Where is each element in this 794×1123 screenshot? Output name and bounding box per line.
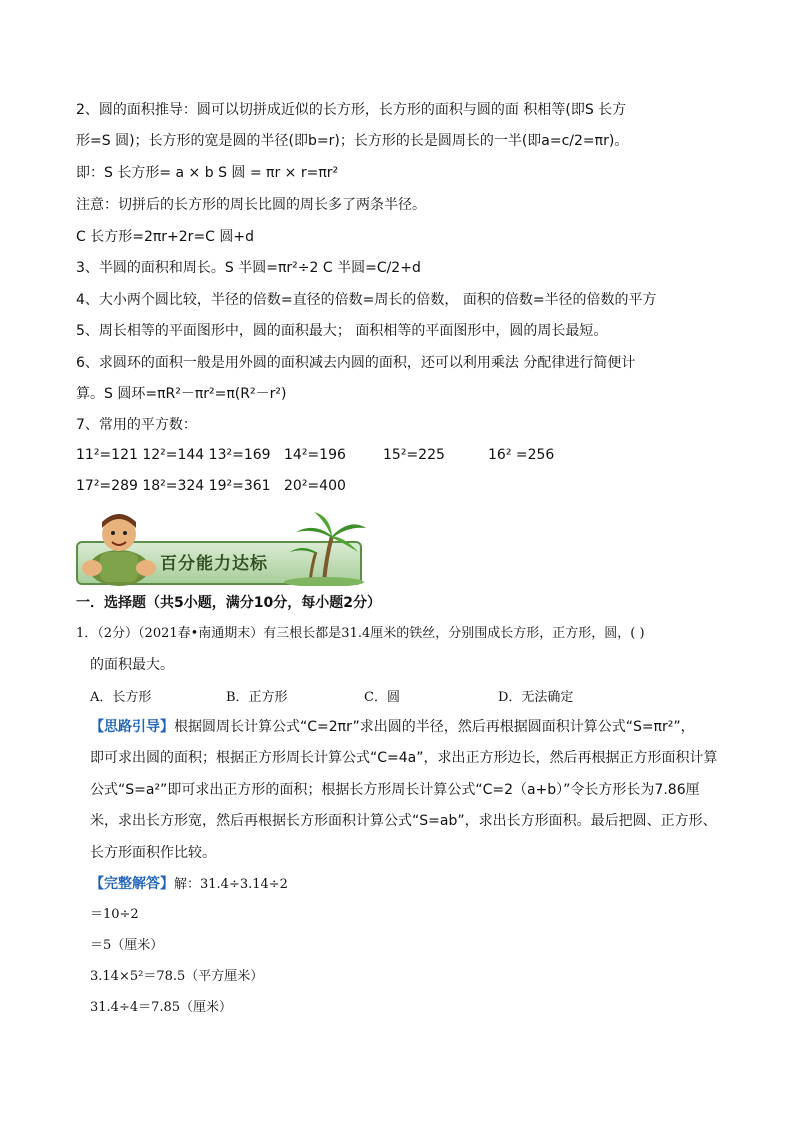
text-line: 7、常用的平方数： — [76, 417, 197, 433]
banner-title: 百分能力达标 — [160, 554, 268, 574]
option-d: D．无法确定 — [498, 690, 574, 705]
section-title: 一．选择题（共5小题，满分10分，每小题2分） — [76, 595, 381, 611]
question-stem: 1．（2分）（2021春•南通期末）有三根长都是31.4厘米的铁丝，分别围成长方形，正方形，圆，( ) — [76, 626, 645, 641]
text-line: 4、大小两个圆比较，半径的倍数=直径的倍数=周长的倍数， 面积的倍数=半径的倍数的平方 — [76, 292, 657, 308]
option-c: C．圆 — [364, 690, 400, 705]
option-a: A．长方形 — [90, 690, 152, 705]
answer-step: 3.14×5²＝78.5（平方厘米） — [90, 969, 264, 984]
text-line: 5、周长相等的平面图形中，圆的面积最大； 面积相等的平面图形中，圆的周长最短。 — [76, 323, 608, 339]
option-b: B．正方形 — [226, 690, 288, 705]
hint-line — [90, 717, 695, 737]
square-value: 14²=196 — [284, 447, 346, 463]
answer-line — [90, 874, 288, 895]
answer-step: ＝10÷2 — [90, 907, 139, 922]
square-value: 11²=121 12²=144 13²=169 — [76, 447, 271, 463]
square-value: 16² =256 — [488, 447, 555, 463]
answer-tag: 【完整解答】 — [90, 876, 174, 892]
text-line: 算。S 圆环=πR²－πr²=π(R²－r²) — [76, 386, 287, 402]
hint-line: 米，求出长方形宽，然后再根据长方形面积计算公式“S=ab”，求出长方形面积。最后把圆、正方形、 — [90, 813, 717, 829]
text-line: C 长方形=2πr+2r=C 圆+d — [76, 229, 255, 245]
text-line: 即：S 长方形= a × b S 圆 = πr × r=πr² — [76, 165, 339, 181]
answer-step: 31.4÷4＝7.85（厘米） — [90, 1000, 233, 1015]
hint-text: 根据圆周长计算公式“C=2πr”求出圆的半径，然后再根据圆面积计算公式“S=πr²”， — [174, 719, 695, 735]
square-value: 15²=225 — [383, 447, 445, 463]
hint-line: 即可求出圆的面积；根据正方形周长计算公式“C=4a”，求出正方形边长，然后再根据正方形面积计算 — [90, 750, 718, 766]
answer-text: 解：31.4÷3.14÷2 — [174, 877, 288, 892]
palm-tree-icon — [74, 508, 366, 586]
section-banner — [74, 508, 366, 586]
text-line: 6、求圆环的面积一般是用外圆的面积减去内圆的面积，还可以利用乘法 分配律进行简便计 — [76, 355, 636, 371]
hint-line: 长方形面积作比较。 — [90, 845, 216, 861]
square-value: 17²=289 18²=324 19²=361 — [76, 478, 271, 494]
hint-line: 公式“S=a²”即可求出正方形的面积；根据长方形周长计算公式“C=2（a+b）”令长方形长为7.86厘 — [90, 782, 700, 798]
hint-tag: 【思路引导】 — [90, 719, 174, 735]
text-line: 2、圆的面积推导：圆可以切拼成近似的长方形，长方形的面积与圆的面 积相等(即S 长方 — [76, 102, 627, 118]
text-line: 注意：切拼后的长方形的周长比圆的周长多了两条半径。 — [76, 197, 426, 213]
question-stem: 的面积最大。 — [90, 657, 174, 673]
answer-step: ＝5（厘米） — [90, 938, 164, 953]
text-line: 形=S 圆)；长方形的宽是圆的半径(即b=r)；长方形的长是圆周长的一半(即a=c/2=πr)。 — [76, 133, 629, 149]
text-line: 3、半圆的面积和周长。S 半圆=πr²÷2 C 半圆=C/2+d — [76, 260, 421, 276]
square-value: 20²=400 — [284, 478, 346, 494]
